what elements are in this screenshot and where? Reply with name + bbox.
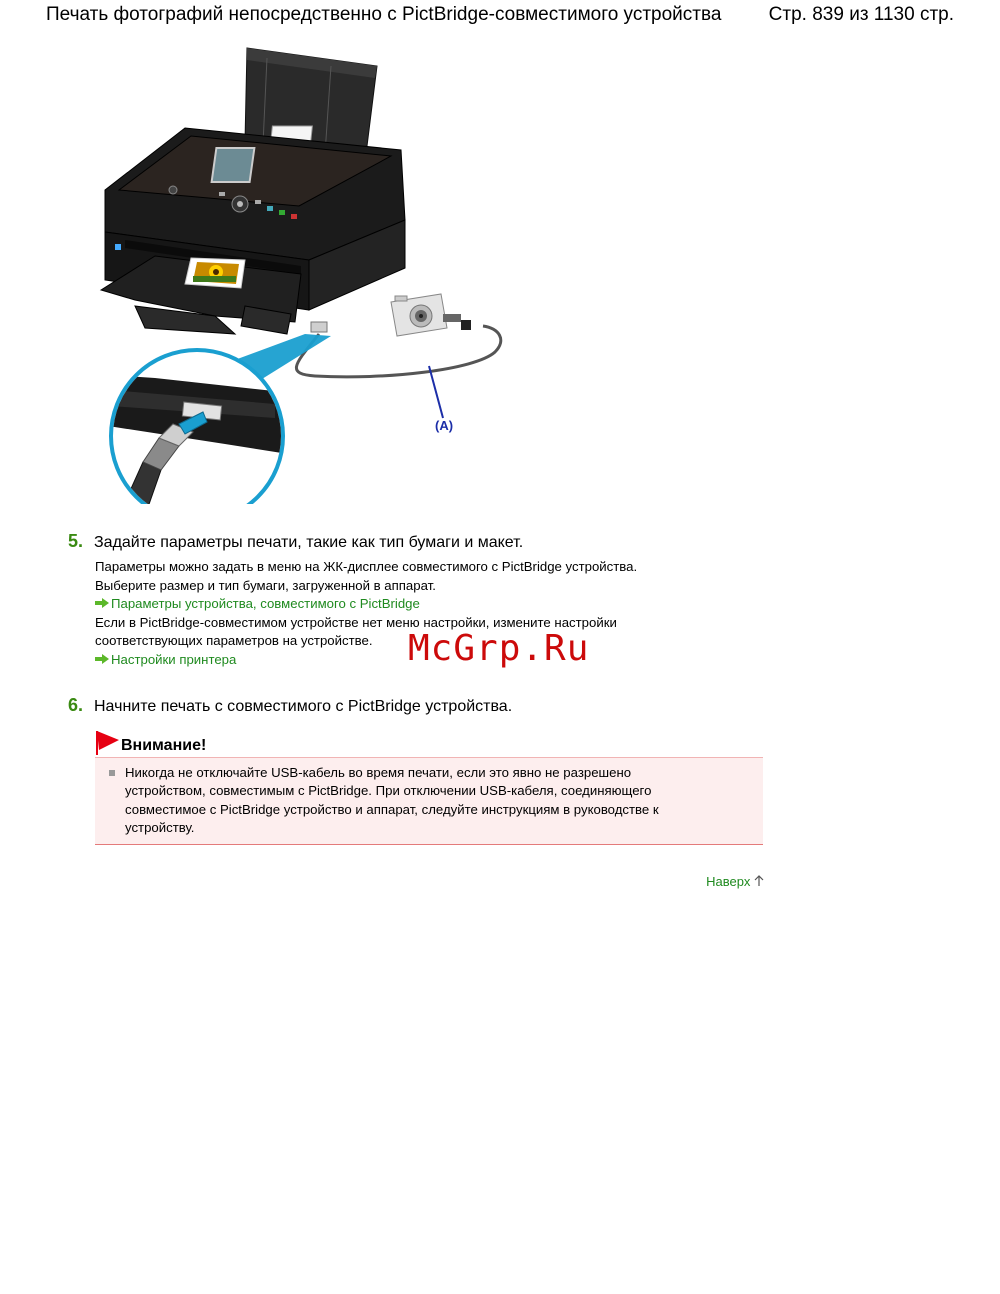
attention-line: совместимое с PictBridge устройство и аппарат, следуйте инструкциям в руководстве к	[125, 801, 659, 817]
page-header	[46, 4, 958, 30]
paragraph-line: Если в PictBridge-совместимом устройстве нет меню настройки, измените настройки	[95, 614, 617, 630]
watermark: McGrp.Ru	[408, 628, 590, 669]
paragraph-line: соответствующих параметров на устройстве.	[95, 633, 373, 649]
link-device-settings[interactable]	[95, 595, 775, 614]
step-heading: Начните печать с совместимого с PictBridge устройства.	[94, 698, 513, 715]
attention-title: Внимание!	[121, 737, 207, 754]
attention-box	[95, 757, 763, 845]
paragraph-line: Параметры можно задать в меню на ЖК-дисплее совместимого с PictBridge устройства.	[95, 559, 638, 574]
paragraph-line: Выберите размер и тип бумаги, загруженной в аппарат.	[95, 577, 436, 593]
attention-line: устройству.	[125, 820, 195, 836]
red-flag-icon	[95, 730, 121, 756]
green-arrow-icon	[95, 598, 109, 608]
attention-line: устройством, совместимым с PictBridge. При отключении USB-кабеля, соединяющего	[125, 783, 652, 799]
back-to-top[interactable]	[706, 874, 764, 889]
step-number: 5.	[68, 531, 84, 551]
back-to-top-link[interactable]: Наверх	[706, 874, 751, 889]
printer-camera-illustration	[95, 44, 515, 504]
up-arrow-icon[interactable]	[754, 875, 764, 887]
step-6	[68, 695, 512, 716]
step-5	[68, 531, 523, 552]
printer-connection-diagram	[95, 44, 515, 504]
callout-line	[429, 366, 443, 418]
step-heading: Задайте параметры печати, такие как тип бумаги и макет.	[94, 534, 524, 551]
digital-camera	[391, 294, 471, 336]
printer-settings-link[interactable]: Настройки принтера	[111, 651, 237, 667]
attention-line: Никогда не отключайте USB-кабель во время печати, если это явно не разрешено	[125, 765, 632, 780]
device-settings-link[interactable]: Параметры устройства, совместимого с PictBridge	[111, 596, 420, 612]
step-number: 6.	[68, 695, 84, 715]
page-counter: Стр. 839 из 1130 стр.	[768, 4, 954, 25]
bullet-icon	[109, 770, 115, 776]
document-title: Печать фотографий непосредственно с PictBridge-совместимого устройства	[46, 4, 722, 25]
green-arrow-icon	[95, 654, 109, 664]
callout-label: (A)	[435, 418, 454, 433]
attention-text	[125, 764, 659, 838]
